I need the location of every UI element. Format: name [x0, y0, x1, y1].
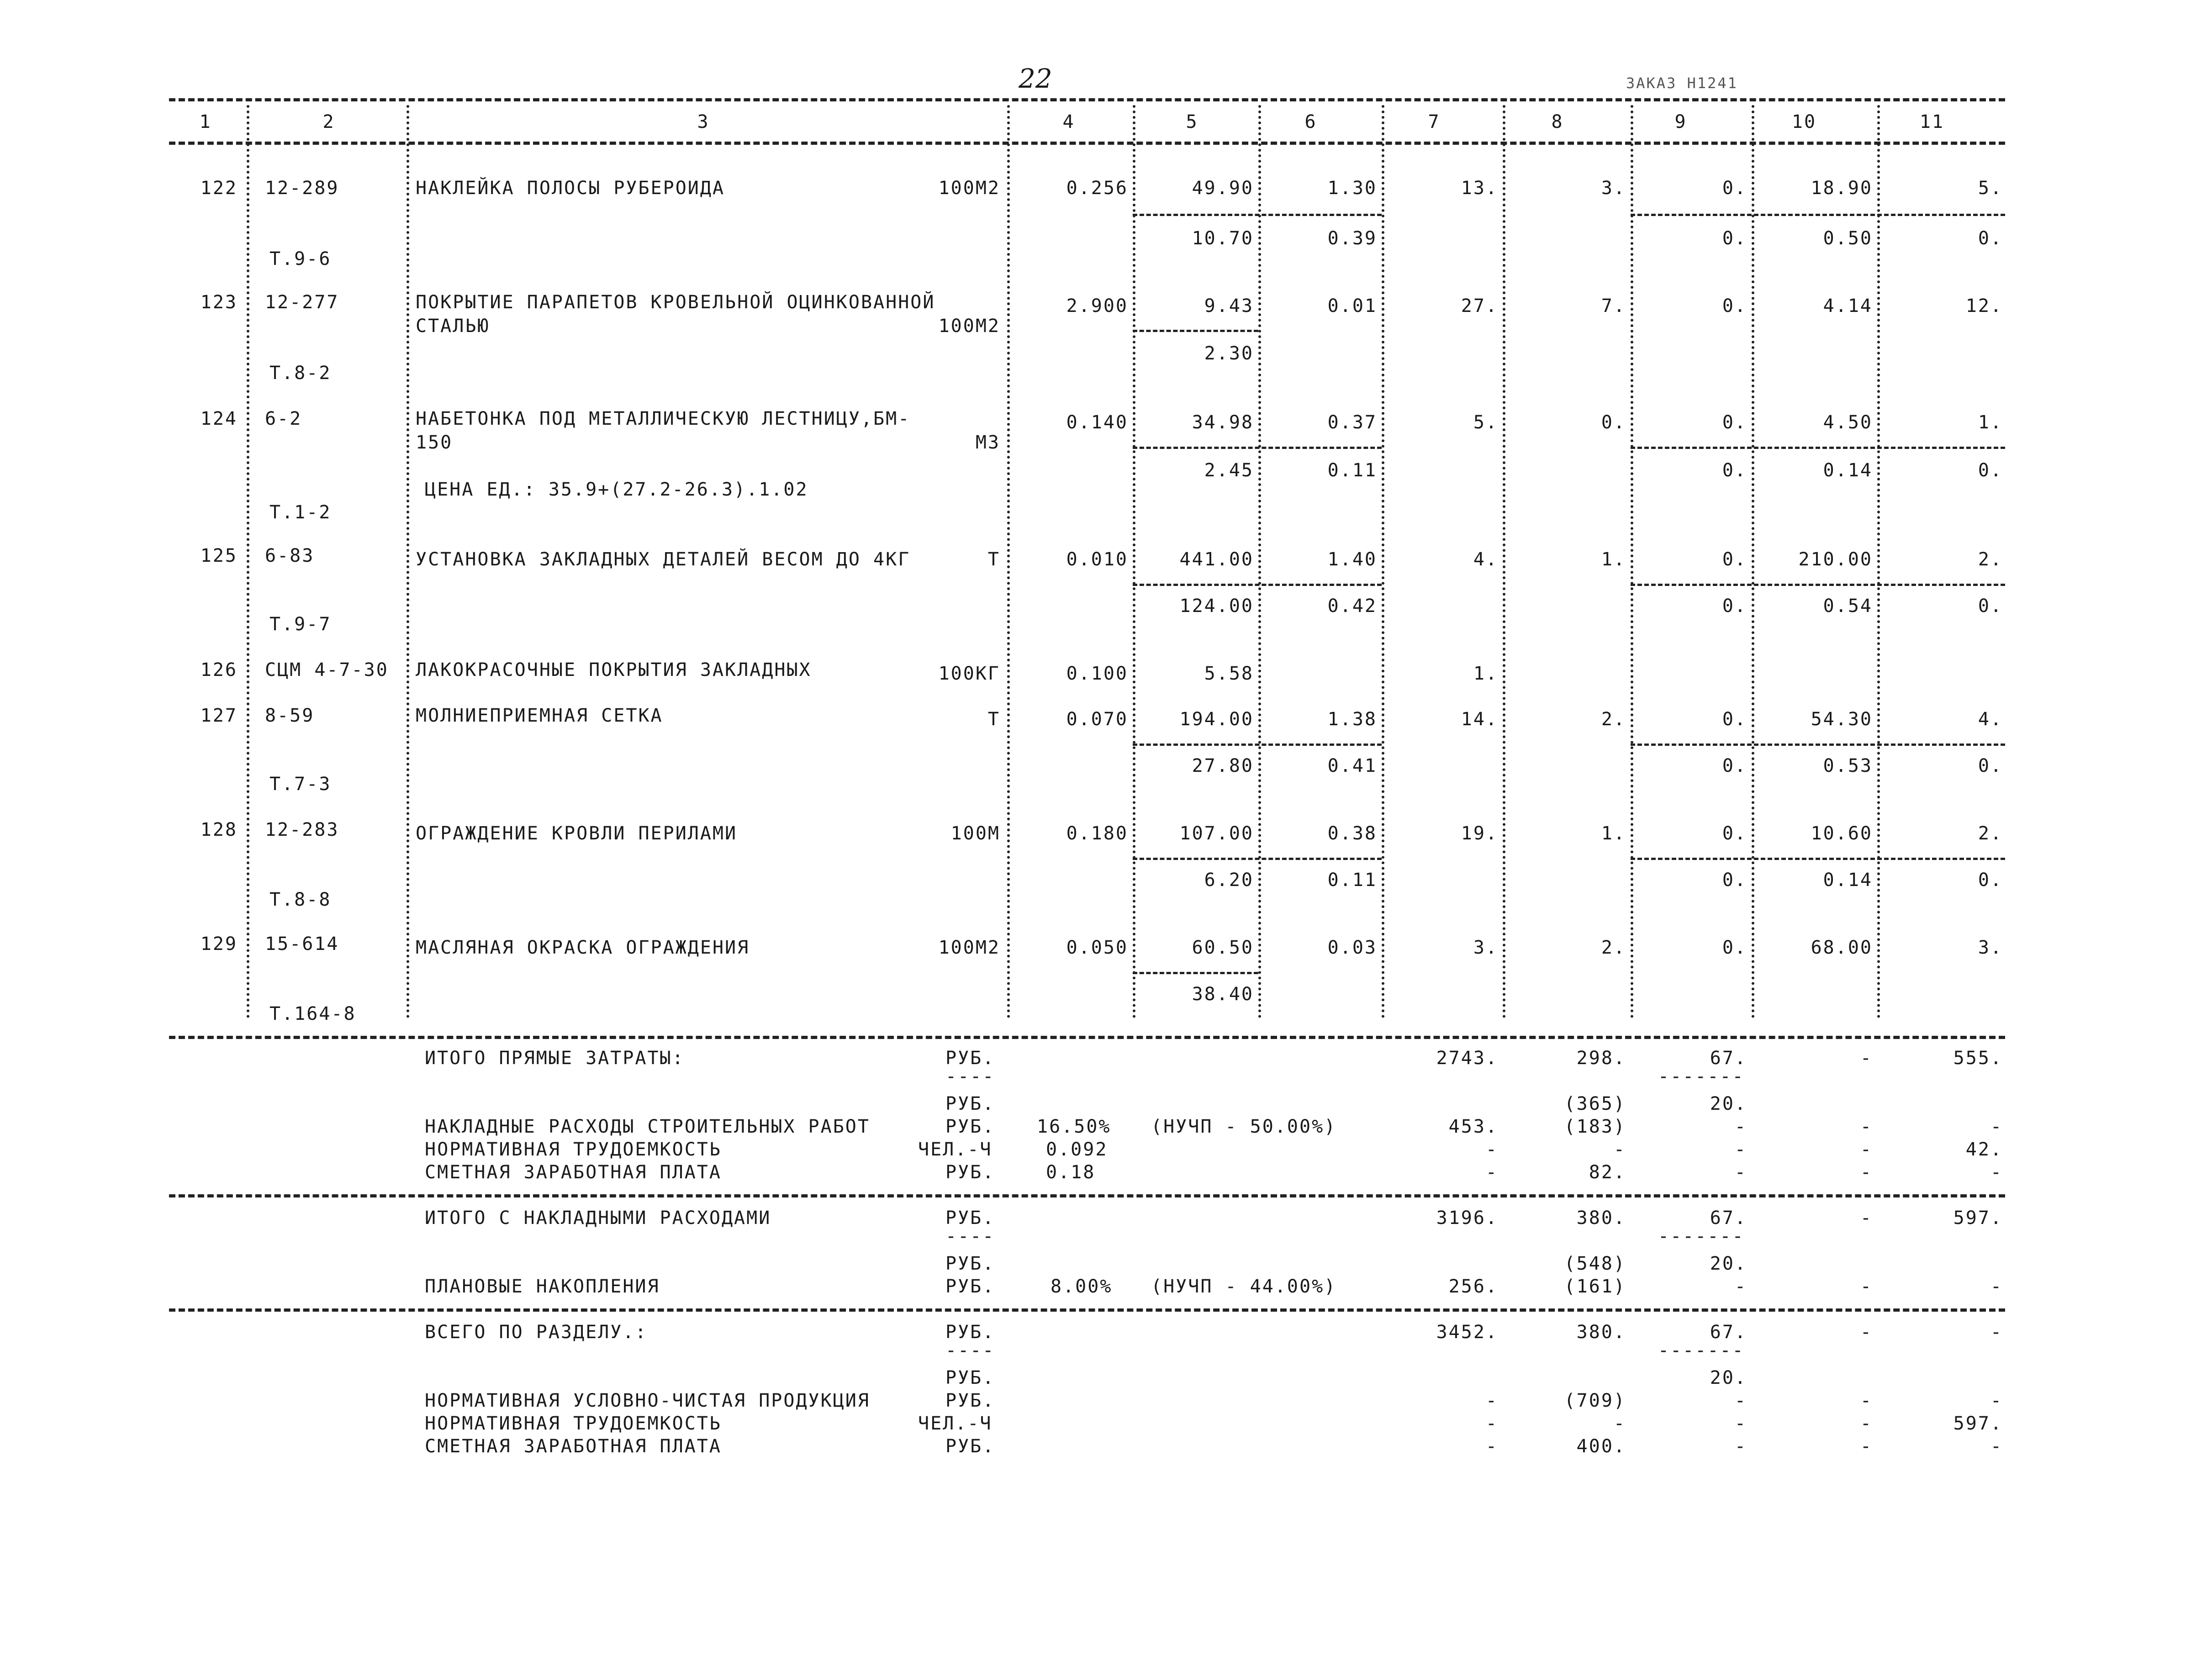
- cell: 3.: [1601, 178, 1626, 199]
- cell: 2.45: [1204, 460, 1254, 481]
- row-unit: М3: [975, 432, 1000, 453]
- cell: 1.: [1978, 412, 2003, 433]
- cell: 4.: [1473, 549, 1498, 570]
- cell: 0.: [1722, 228, 1747, 249]
- cell-divider: [1631, 744, 2005, 746]
- summary-label: СМЕТНАЯ ЗАРАБОТНАЯ ПЛАТА: [425, 1436, 722, 1457]
- cell: 555.: [1953, 1048, 2003, 1069]
- top-rule: [169, 98, 2005, 101]
- summary-unit: ЧЕЛ.-Ч: [918, 1139, 992, 1160]
- row-code: 8-59: [265, 705, 315, 726]
- summary-unit: РУБ.: [945, 1116, 995, 1137]
- row-number: 122: [200, 178, 238, 199]
- cell: (365): [1564, 1093, 1626, 1114]
- column-separator: [1382, 105, 1384, 1018]
- row-code: 6-2: [265, 408, 302, 429]
- column-header: 7: [1428, 111, 1441, 132]
- cell: 0.42: [1327, 596, 1377, 617]
- cell: 400.: [1576, 1436, 1626, 1457]
- cell: 256.: [1448, 1276, 1498, 1297]
- column-header: 10: [1791, 111, 1817, 132]
- cell: 42.: [1965, 1139, 2003, 1160]
- summary-note: (НУЧП - 44.00%): [1151, 1276, 1337, 1297]
- cell: -: [1990, 1390, 2003, 1411]
- row-ref: Т.1-2: [269, 502, 332, 523]
- cell: -: [1613, 1413, 1626, 1434]
- cell: -: [1860, 1139, 1873, 1160]
- cell: 0.: [1978, 596, 2003, 617]
- cell: -: [1990, 1276, 2003, 1297]
- cell: 0.: [1722, 709, 1747, 730]
- row-description: НАКЛЕЙКА ПОЛОСЫ РУБЕРОИДА: [416, 178, 725, 199]
- cell: 20.: [1710, 1253, 1747, 1274]
- cell: 0.: [1722, 549, 1747, 570]
- cell: 5.58: [1204, 663, 1254, 684]
- cell: 1.: [1473, 663, 1498, 684]
- cell: 20.: [1710, 1093, 1747, 1114]
- cell: 1.38: [1327, 709, 1377, 730]
- summary-label: ВСЕГО ПО РАЗДЕЛУ.:: [425, 1322, 648, 1343]
- cell-divider: [1133, 447, 1382, 449]
- row-unit: 100М2: [938, 937, 1000, 958]
- column-separator: [247, 105, 249, 1018]
- row-number: 127: [200, 705, 238, 726]
- cell: -: [1860, 1322, 1873, 1343]
- column-header: 3: [697, 111, 710, 132]
- column-separator: [1752, 105, 1754, 1018]
- cell: 12.: [1965, 295, 2003, 316]
- cell: 0.: [1722, 596, 1747, 617]
- row-qty: 0.100: [1066, 663, 1128, 684]
- column-separator: [407, 105, 409, 1018]
- cell: -: [1734, 1436, 1747, 1457]
- cell: 2.: [1601, 709, 1626, 730]
- row-qty: 2.900: [1066, 295, 1128, 316]
- row-ref: Т.164-8: [269, 1003, 356, 1024]
- row-description: УСТАНОВКА ЗАКЛАДНЫХ ДЕТАЛЕЙ ВЕСОМ ДО 4КГ: [416, 549, 911, 570]
- cell: 60.50: [1192, 937, 1254, 958]
- summary-unit: РУБ.: [945, 1436, 995, 1457]
- row-qty: 0.256: [1066, 178, 1128, 199]
- row-unit: 100М2: [938, 316, 1000, 337]
- cell: 0.37: [1327, 412, 1377, 433]
- summary-rate: 8.00%: [1051, 1276, 1113, 1297]
- cell: 20.: [1710, 1367, 1747, 1388]
- cell: -: [1860, 1116, 1873, 1137]
- cell: 0.41: [1327, 755, 1377, 776]
- cell: -: [1860, 1413, 1873, 1434]
- cell: 0.54: [1823, 596, 1873, 617]
- cell: 27.: [1461, 295, 1498, 316]
- cell: -: [1990, 1322, 2003, 1343]
- cell: 0.: [1722, 178, 1747, 199]
- row-code: 15-614: [265, 934, 339, 955]
- summary-unit: ЧЕЛ.-Ч: [918, 1413, 992, 1434]
- row-unit: 100М2: [938, 178, 1000, 199]
- cell: 124.00: [1179, 596, 1254, 617]
- row-ref: Т.7-3: [269, 774, 332, 795]
- summary-unit: РУБ.: [945, 1276, 995, 1297]
- cell: -: [1485, 1162, 1498, 1183]
- row-unit: 100КГ: [938, 663, 1000, 684]
- cell: 13.: [1461, 178, 1498, 199]
- summary-unit: РУБ.: [945, 1162, 995, 1183]
- cell: 0.: [1722, 823, 1747, 844]
- cell: 6.20: [1204, 870, 1254, 891]
- cell: 3196.: [1436, 1208, 1498, 1229]
- row-unit: Т: [987, 709, 1000, 730]
- cell: 4.14: [1823, 295, 1873, 316]
- cell: 38.40: [1192, 984, 1254, 1005]
- column-separator: [1258, 105, 1261, 1018]
- row-qty: 0.180: [1066, 823, 1128, 844]
- summary-unit: РУБ.: [945, 1208, 995, 1229]
- cell: 1.40: [1327, 549, 1377, 570]
- cell: 0.50: [1823, 228, 1873, 249]
- row-code: 6-83: [265, 545, 315, 566]
- row-unit: 100М: [950, 823, 1000, 844]
- column-header: 8: [1551, 111, 1564, 132]
- summary-unit: РУБ.: [945, 1322, 995, 1343]
- row-number: 129: [200, 934, 238, 955]
- cell: 7.: [1601, 295, 1626, 316]
- cell: 2.: [1601, 937, 1626, 958]
- cell: 49.90: [1192, 178, 1254, 199]
- cell: 0.: [1601, 412, 1626, 433]
- row-description: СТАЛЬЮ: [416, 316, 490, 337]
- cell: 597.: [1953, 1413, 2003, 1434]
- cell: 380.: [1576, 1322, 1626, 1343]
- cell: 0.: [1722, 755, 1747, 776]
- cell: 298.: [1576, 1048, 1626, 1069]
- cell: -: [1734, 1162, 1747, 1183]
- column-header: 9: [1674, 111, 1687, 132]
- cell: 0.01: [1327, 295, 1377, 316]
- cell: 0.: [1722, 295, 1747, 316]
- cell: -: [1734, 1139, 1747, 1160]
- cell: 82.: [1589, 1162, 1626, 1183]
- cell: 27.80: [1192, 755, 1254, 776]
- row-code: 12-289: [265, 178, 339, 199]
- summary-unit: РУБ.: [945, 1093, 995, 1114]
- cell: 9.43: [1204, 295, 1254, 316]
- row-description: ОГРАЖДЕНИЕ КРОВЛИ ПЕРИЛАМИ: [416, 823, 738, 844]
- cell: 0.14: [1823, 460, 1873, 481]
- row-unit: Т: [987, 549, 1000, 570]
- column-separator: [1631, 105, 1633, 1018]
- cell-divider: [1133, 858, 1382, 860]
- row-number: 128: [200, 819, 238, 840]
- cell: -: [1860, 1390, 1873, 1411]
- summary-unit: РУБ.: [945, 1253, 995, 1274]
- row-number: 125: [200, 545, 238, 566]
- handwritten-page-number: 22: [1019, 63, 1052, 94]
- cell: 107.00: [1179, 823, 1254, 844]
- row-number: 123: [200, 292, 238, 313]
- summary-label: ИТОГО С НАКЛАДНЫМИ РАСХОДАМИ: [425, 1208, 771, 1229]
- cell: -: [1860, 1162, 1873, 1183]
- cell: 19.: [1461, 823, 1498, 844]
- row-description: ЛАКОКРАСОЧНЫЕ ПОКРЫТИЯ ЗАКЛАДНЫХ: [416, 659, 812, 680]
- cell: 1.: [1601, 549, 1626, 570]
- cell: -: [1734, 1413, 1747, 1434]
- cell: 18.90: [1811, 178, 1873, 199]
- cell-divider: [1133, 744, 1382, 746]
- cell: -: [1485, 1413, 1498, 1434]
- cell: 0.: [1978, 870, 2003, 891]
- cell: 1.: [1601, 823, 1626, 844]
- cell: -: [1860, 1048, 1873, 1069]
- column-separator: [1877, 105, 1880, 1018]
- column-separator: [1007, 105, 1010, 1018]
- cell: 67.: [1710, 1322, 1747, 1343]
- cell: 380.: [1576, 1208, 1626, 1229]
- row-ref: Т.9-6: [269, 248, 332, 269]
- cell: -: [1990, 1436, 2003, 1457]
- summary-label: НОРМАТИВНАЯ ТРУДОЕМКОСТЬ: [425, 1139, 722, 1160]
- summary-label: СМЕТНАЯ ЗАРАБОТНАЯ ПЛАТА: [425, 1162, 722, 1183]
- row-code: 12-277: [265, 292, 339, 313]
- column-header: 4: [1062, 111, 1075, 132]
- row-description: ПОКРЫТИЕ ПАРАПЕТОВ КРОВЕЛЬНОЙ ОЦИНКОВАННОЙ: [416, 292, 935, 313]
- cell: 2743.: [1436, 1048, 1498, 1069]
- cell: 0.: [1978, 460, 2003, 481]
- cell: 1.30: [1327, 178, 1377, 199]
- summary-note: (НУЧП - 50.00%): [1151, 1116, 1337, 1137]
- cell: 4.: [1978, 709, 2003, 730]
- cell: 0.03: [1327, 937, 1377, 958]
- cell: 2.: [1978, 549, 2003, 570]
- row-code: СЦМ 4-7-30: [265, 659, 389, 680]
- cell: 67.: [1710, 1208, 1747, 1229]
- summary-unit: РУБ.: [945, 1367, 995, 1388]
- column-header: 1: [199, 111, 212, 132]
- cell: 597.: [1953, 1208, 2003, 1229]
- column-header: 2: [322, 111, 335, 132]
- row-code: 12-283: [265, 819, 339, 840]
- dash-mark: -------: [1658, 1340, 1745, 1361]
- cell: -: [1860, 1436, 1873, 1457]
- cell: -: [1860, 1208, 1873, 1229]
- row-ref: Т.9-7: [269, 614, 332, 635]
- cell: 67.: [1710, 1048, 1747, 1069]
- cell-divider: [1133, 214, 1382, 216]
- row-description: МОЛНИЕПРИЕМНАЯ СЕТКА: [416, 705, 663, 726]
- cell: 441.00: [1179, 549, 1254, 570]
- cell: -: [1734, 1276, 1747, 1297]
- cell: 0.: [1722, 412, 1747, 433]
- summary-rule: [169, 1308, 2005, 1312]
- cell: 10.60: [1811, 823, 1873, 844]
- column-header: 6: [1304, 111, 1317, 132]
- order-number: ЗАКАЗ Н1241: [1626, 74, 1738, 92]
- row-number: 126: [200, 659, 238, 680]
- summary-label: ИТОГО ПРЯМЫЕ ЗАТРАТЫ:: [425, 1048, 685, 1069]
- cell: 0.39: [1327, 228, 1377, 249]
- cell: 34.98: [1192, 412, 1254, 433]
- dash-mark: ----: [945, 1066, 995, 1087]
- summary-label: НАКЛАДНЫЕ РАСХОДЫ СТРОИТЕЛЬНЫХ РАБОТ: [425, 1116, 870, 1137]
- dash-mark: ----: [945, 1226, 995, 1247]
- cell: 68.00: [1811, 937, 1873, 958]
- cell: 54.30: [1811, 709, 1873, 730]
- row-qty: 0.050: [1066, 937, 1128, 958]
- cell: 453.: [1448, 1116, 1498, 1137]
- row-ref: Т.8-2: [269, 363, 332, 384]
- cell: 0.11: [1327, 870, 1377, 891]
- cell-divider: [1133, 972, 1258, 974]
- cell: -: [1613, 1139, 1626, 1160]
- dash-mark: ----: [945, 1340, 995, 1361]
- row-qty: 0.140: [1066, 412, 1128, 433]
- cell: 0.53: [1823, 755, 1873, 776]
- summary-label: ПЛАНОВЫЕ НАКОПЛЕНИЯ: [425, 1276, 660, 1297]
- cell: 4.50: [1823, 412, 1873, 433]
- cell: 10.70: [1192, 228, 1254, 249]
- summary-unit: РУБ.: [945, 1390, 995, 1411]
- row-description: 150: [416, 432, 453, 453]
- cell-divider: [1631, 447, 2005, 449]
- cell-divider: [1631, 214, 2005, 216]
- cell: (548): [1564, 1253, 1626, 1274]
- summary-rule: [169, 1194, 2005, 1197]
- dash-mark: -------: [1658, 1066, 1745, 1087]
- cell: 0.: [1722, 460, 1747, 481]
- cell: 0.11: [1327, 460, 1377, 481]
- summary-label: НОРМАТИВНАЯ УСЛОВНО-ЧИСТАЯ ПРОДУКЦИЯ: [425, 1390, 870, 1411]
- cell: (161): [1564, 1276, 1626, 1297]
- column-separator: [1503, 105, 1505, 1018]
- summary-rate: 0.092: [1046, 1139, 1108, 1160]
- cell: -: [1990, 1162, 2003, 1183]
- cell: 0.: [1722, 937, 1747, 958]
- cell: 14.: [1461, 709, 1498, 730]
- cell: 3.: [1978, 937, 2003, 958]
- cell-divider: [1133, 584, 1382, 586]
- row-description: НАБЕТОНКА ПОД МЕТАЛЛИЧЕСКУЮ ЛЕСТНИЦУ,БМ-: [416, 408, 911, 429]
- summary-unit: РУБ.: [945, 1048, 995, 1069]
- cell: -: [1734, 1116, 1747, 1137]
- cell: -: [1485, 1139, 1498, 1160]
- summary-rate: 0.18: [1046, 1162, 1096, 1183]
- cell: 0.: [1978, 228, 2003, 249]
- cell: (183): [1564, 1116, 1626, 1137]
- header-rule: [169, 142, 2005, 145]
- dash-mark: -------: [1658, 1226, 1745, 1247]
- cell: 3.: [1473, 937, 1498, 958]
- cell: 2.: [1978, 823, 2003, 844]
- cell-divider: [1631, 858, 2005, 860]
- summary-rate: 16.50%: [1037, 1116, 1111, 1137]
- cell: -: [1485, 1436, 1498, 1457]
- row-description: МАСЛЯНАЯ ОКРАСКА ОГРАЖДЕНИЯ: [416, 937, 750, 958]
- cell: 0.: [1978, 755, 2003, 776]
- cell: 210.00: [1798, 549, 1873, 570]
- cell: 2.30: [1204, 343, 1254, 364]
- column-header: 5: [1186, 111, 1198, 132]
- cell-divider: [1631, 584, 2005, 586]
- cell: (709): [1564, 1390, 1626, 1411]
- cell: -: [1990, 1116, 2003, 1137]
- summary-rule: [169, 1036, 2005, 1039]
- cell: 0.14: [1823, 870, 1873, 891]
- cell: 0.38: [1327, 823, 1377, 844]
- cell: 5.: [1978, 178, 2003, 199]
- cell: -: [1734, 1390, 1747, 1411]
- column-header: 11: [1919, 111, 1945, 132]
- cell: 194.00: [1179, 709, 1254, 730]
- cell: 0.: [1722, 870, 1747, 891]
- cell: 5.: [1473, 412, 1498, 433]
- price-note: ЦЕНА ЕД.: 35.9+(27.2-26.3).1.02: [425, 479, 808, 500]
- row-ref: Т.8-8: [269, 889, 332, 910]
- row-qty: 0.010: [1066, 549, 1128, 570]
- row-qty: 0.070: [1066, 709, 1128, 730]
- column-separator: [1133, 105, 1135, 1018]
- cell: 3452.: [1436, 1322, 1498, 1343]
- row-number: 124: [200, 408, 238, 429]
- summary-label: НОРМАТИВНАЯ ТРУДОЕМКОСТЬ: [425, 1413, 722, 1434]
- cell: -: [1860, 1276, 1873, 1297]
- cell: -: [1485, 1390, 1498, 1411]
- cell-divider: [1133, 330, 1258, 332]
